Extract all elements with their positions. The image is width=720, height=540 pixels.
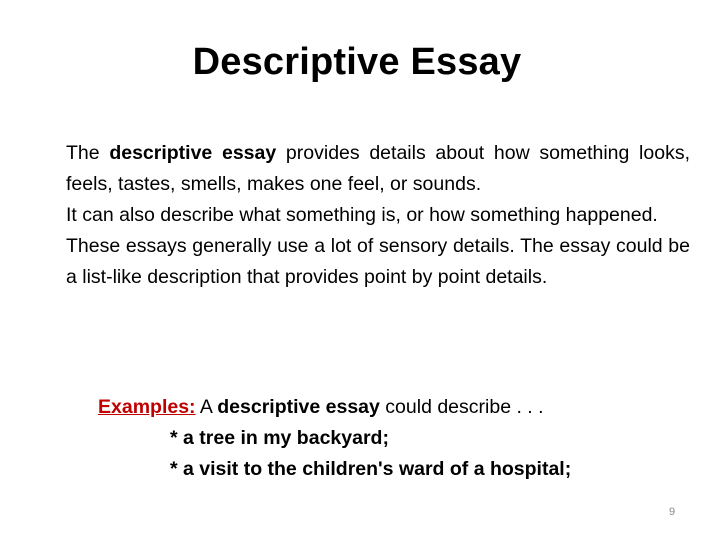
paragraph-definition-prefix: The (66, 142, 110, 164)
examples-term: descriptive essay (217, 396, 380, 418)
examples-label: Examples: (98, 396, 196, 418)
paragraph-sensory-details: These essays generally use a lot of sensory details. The essay could be a list-like description that provides point by point details. (66, 235, 690, 288)
body-text (66, 138, 690, 293)
paragraph-definition-suffix: provides details about how something looks, feels, tastes, smells, makes one feel, or sounds. (66, 142, 690, 195)
example-item-tree: * a tree in my backyard; (170, 427, 389, 449)
slide-title: Descriptive Essay (192, 41, 522, 83)
example-item-hospital: * a visit to the children's ward of a hospital; (170, 458, 572, 480)
examples-block (98, 392, 658, 485)
examples-lead-suffix: could describe . . . (379, 396, 544, 418)
examples-lead (98, 392, 658, 423)
term-descriptive-essay: descriptive essay (109, 142, 277, 164)
examples-lead-prefix: A (195, 396, 218, 418)
paragraph-also-describe: It can also describe what something is, or how something happened. (66, 204, 658, 226)
paragraph-definition (66, 138, 690, 200)
page-number: 9 (668, 506, 676, 518)
